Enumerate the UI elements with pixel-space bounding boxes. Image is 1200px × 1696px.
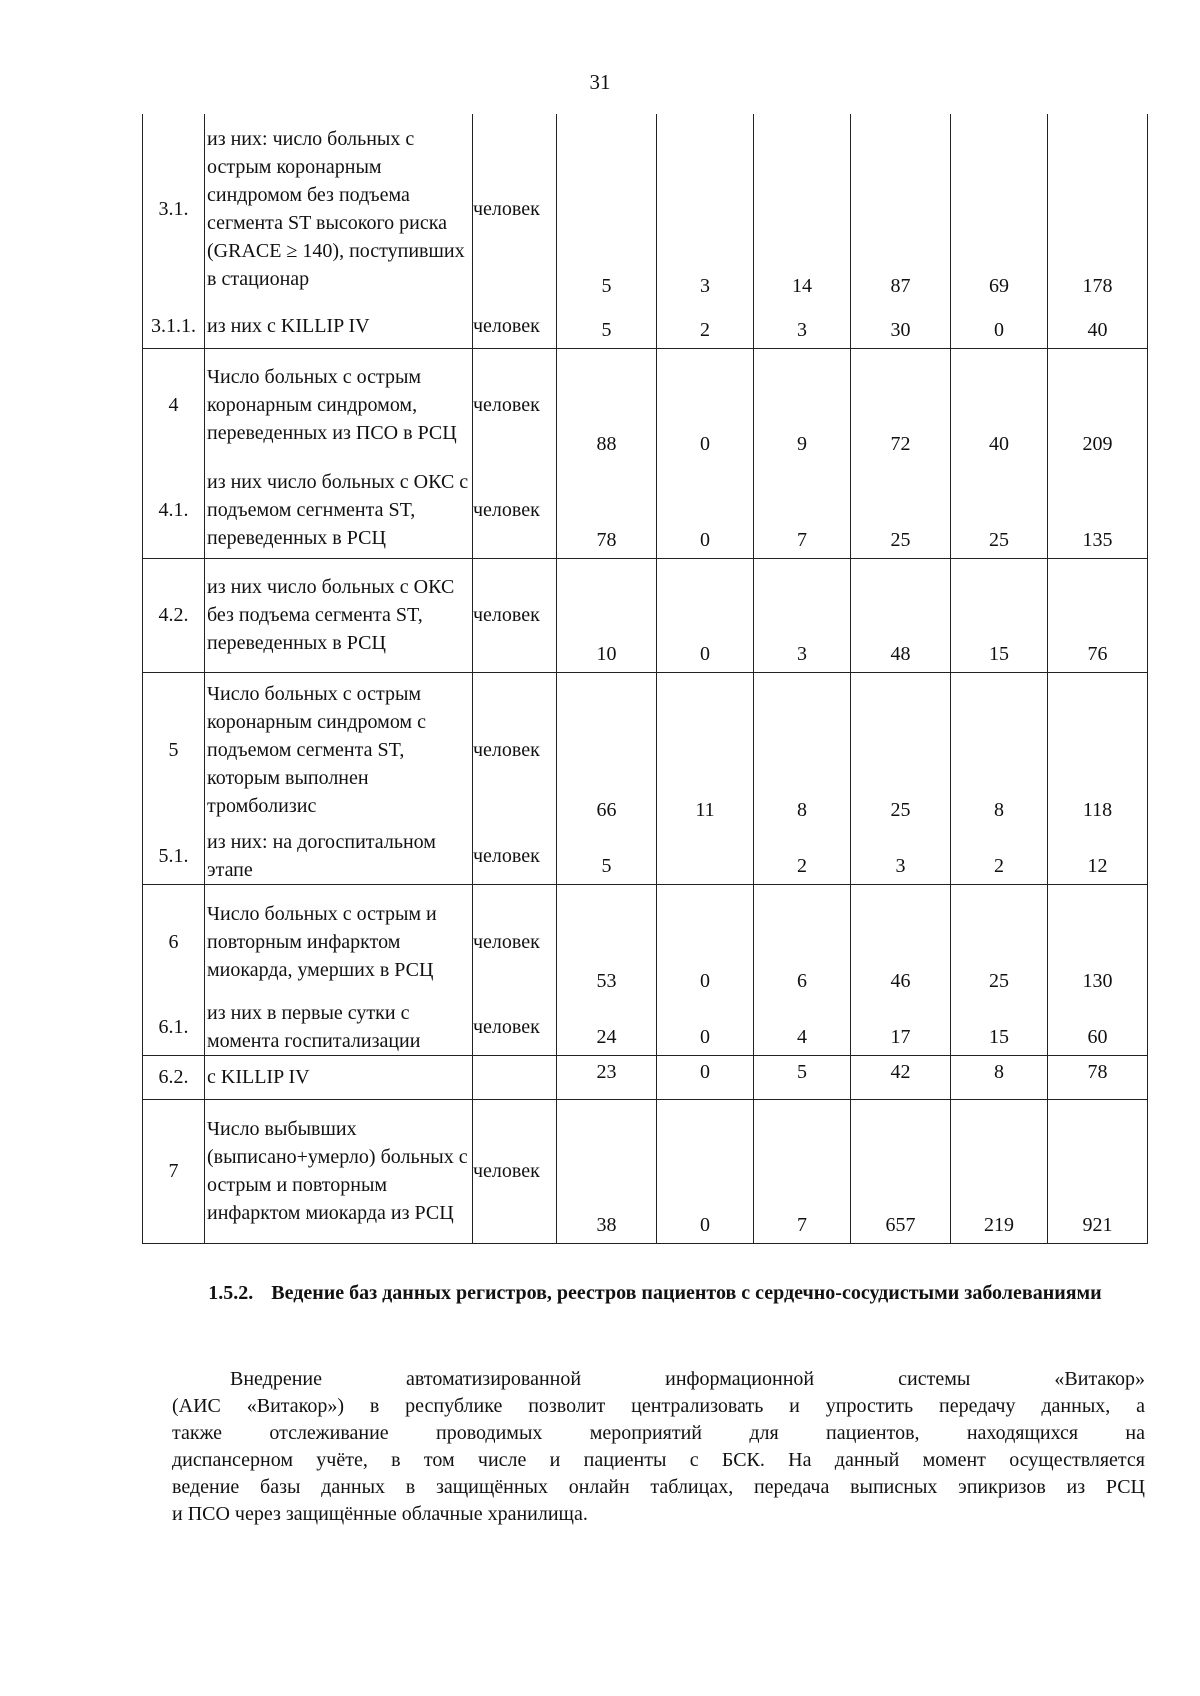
value-cell: 219 bbox=[951, 1099, 1048, 1243]
table-row bbox=[143, 672, 1148, 828]
table-row bbox=[143, 1055, 1148, 1099]
value-cell: 2 bbox=[951, 828, 1048, 885]
value-cell: 40 bbox=[1048, 304, 1148, 348]
value-cell: 0 bbox=[657, 462, 754, 558]
value-cell: 5 bbox=[754, 1055, 851, 1099]
value-cell: 38 bbox=[557, 1099, 657, 1243]
value-cell: 2 bbox=[657, 304, 754, 348]
unit-cell: человек bbox=[473, 885, 557, 999]
value-cell: 3 bbox=[754, 558, 851, 672]
indicator-name: Число больных с острым коронарным синдромом с подъемом сегмента ST, которым выполнен тромболизис bbox=[205, 672, 473, 828]
row-number: 4.2. bbox=[143, 558, 205, 672]
value-cell: 12 bbox=[1048, 828, 1148, 885]
section-heading bbox=[160, 1280, 1150, 1307]
value-cell: 9 bbox=[754, 348, 851, 462]
row-number: 6.1. bbox=[143, 999, 205, 1056]
table-row bbox=[143, 304, 1148, 348]
value-cell: 7 bbox=[754, 462, 851, 558]
unit-cell: человек bbox=[473, 672, 557, 828]
value-cell: 25 bbox=[951, 462, 1048, 558]
paragraph-line: диспансерном учёте, в том числе и пациенты с БСК. На данный момент осуществляется bbox=[172, 1449, 1145, 1471]
page-number: 31 bbox=[589, 70, 611, 94]
value-cell: 66 bbox=[557, 672, 657, 828]
indicator-name: из них число больных с ОКС с подъемом сегнмента ST, переведенных в РСЦ bbox=[205, 462, 473, 558]
unit-cell: человек bbox=[473, 114, 557, 304]
value-cell: 25 bbox=[851, 672, 951, 828]
value-cell: 72 bbox=[851, 348, 951, 462]
unit-cell: человек bbox=[473, 348, 557, 462]
unit-cell: человек bbox=[473, 1099, 557, 1243]
table-row bbox=[143, 885, 1148, 999]
value-cell: 30 bbox=[851, 304, 951, 348]
value-cell: 5 bbox=[557, 304, 657, 348]
value-cell: 25 bbox=[951, 885, 1048, 999]
table-row bbox=[143, 558, 1148, 672]
value-cell: 5 bbox=[557, 828, 657, 885]
value-cell: 0 bbox=[657, 885, 754, 999]
value-cell: 0 bbox=[657, 558, 754, 672]
value-cell: 8 bbox=[951, 1055, 1048, 1099]
value-cell: 10 bbox=[557, 558, 657, 672]
unit-cell: человек bbox=[473, 558, 557, 672]
value-cell: 23 bbox=[557, 1055, 657, 1099]
table-row bbox=[143, 999, 1148, 1056]
value-cell: 118 bbox=[1048, 672, 1148, 828]
value-cell: 24 bbox=[557, 999, 657, 1056]
section-title: Ведение баз данных регистров, реестров пациентов с сердечно-сосудистыми заболеваниями bbox=[271, 1282, 1102, 1304]
value-cell: 69 bbox=[951, 114, 1048, 304]
value-cell: 5 bbox=[557, 114, 657, 304]
unit-cell: человек bbox=[473, 828, 557, 885]
section-number: 1.5.2. bbox=[208, 1282, 254, 1304]
value-cell: 3 bbox=[754, 304, 851, 348]
value-cell: 17 bbox=[851, 999, 951, 1056]
indicator-name: Число выбывших (выписано+умерло) больных с острым и повторным инфарктом миокарда из РСЦ bbox=[205, 1099, 473, 1243]
indicator-name: из них с KILLIP IV bbox=[205, 304, 473, 348]
body-paragraph bbox=[172, 1366, 1145, 1528]
value-cell: 11 bbox=[657, 672, 754, 828]
value-cell: 135 bbox=[1048, 462, 1148, 558]
indicator-name: из них: на догоспитальном этапе bbox=[205, 828, 473, 885]
value-cell: 8 bbox=[951, 672, 1048, 828]
row-number: 6.2. bbox=[143, 1055, 205, 1099]
paragraph-line: и ПСО через защищённые облачные хранилища. bbox=[172, 1503, 588, 1525]
value-cell: 14 bbox=[754, 114, 851, 304]
indicator-name: с KILLIP IV bbox=[205, 1055, 473, 1099]
value-cell: 7 bbox=[754, 1099, 851, 1243]
value-cell: 0 bbox=[657, 1099, 754, 1243]
value-cell: 921 bbox=[1048, 1099, 1148, 1243]
indicator-name: из них число больных с ОКС без подъема сегмента ST, переведенных в РСЦ bbox=[205, 558, 473, 672]
value-cell: 0 bbox=[657, 1055, 754, 1099]
value-cell: 0 bbox=[951, 304, 1048, 348]
value-cell: 4 bbox=[754, 999, 851, 1056]
table-row bbox=[143, 462, 1148, 558]
table-row bbox=[143, 114, 1148, 304]
row-number: 4 bbox=[143, 348, 205, 462]
indicator-name: из них в первые сутки с момента госпитализации bbox=[205, 999, 473, 1056]
table-row bbox=[143, 828, 1148, 885]
value-cell: 76 bbox=[1048, 558, 1148, 672]
value-cell: 3 bbox=[851, 828, 951, 885]
indicator-name: Число больных с острым и повторным инфарктом миокарда, умерших в РСЦ bbox=[205, 885, 473, 999]
value-cell bbox=[657, 828, 754, 885]
table-body bbox=[143, 114, 1148, 1243]
paragraph-line: также отслеживание проводимых мероприятий для пациентов, находящихся на bbox=[172, 1422, 1145, 1444]
unit-cell: человек bbox=[473, 999, 557, 1056]
value-cell: 42 bbox=[851, 1055, 951, 1099]
value-cell: 78 bbox=[1048, 1055, 1148, 1099]
row-number: 5.1. bbox=[143, 828, 205, 885]
table-row bbox=[143, 1099, 1148, 1243]
value-cell: 78 bbox=[557, 462, 657, 558]
value-cell: 48 bbox=[851, 558, 951, 672]
row-number: 6 bbox=[143, 885, 205, 999]
row-number: 3.1. bbox=[143, 114, 205, 304]
value-cell: 0 bbox=[657, 999, 754, 1056]
value-cell: 178 bbox=[1048, 114, 1148, 304]
unit-cell bbox=[473, 1055, 557, 1099]
value-cell: 130 bbox=[1048, 885, 1148, 999]
value-cell: 40 bbox=[951, 348, 1048, 462]
value-cell: 15 bbox=[951, 558, 1048, 672]
statistics-table bbox=[142, 114, 1148, 1244]
indicator-name: из них: число больных с острым коронарным синдромом без подъема сегмента ST высокого риска (GRACE ≥ 140), поступивших в стационар bbox=[205, 114, 473, 304]
row-number: 4.1. bbox=[143, 462, 205, 558]
paragraph-line: Внедрение автоматизированной информационной системы «Витакор» bbox=[230, 1368, 1145, 1390]
value-cell: 3 bbox=[657, 114, 754, 304]
table-row bbox=[143, 348, 1148, 462]
value-cell: 60 bbox=[1048, 999, 1148, 1056]
value-cell: 25 bbox=[851, 462, 951, 558]
value-cell: 657 bbox=[851, 1099, 951, 1243]
row-number: 5 bbox=[143, 672, 205, 828]
row-number: 7 bbox=[143, 1099, 205, 1243]
value-cell: 0 bbox=[657, 348, 754, 462]
value-cell: 209 bbox=[1048, 348, 1148, 462]
value-cell: 6 bbox=[754, 885, 851, 999]
value-cell: 53 bbox=[557, 885, 657, 999]
value-cell: 2 bbox=[754, 828, 851, 885]
indicator-name: Число больных с острым коронарным синдромом, переведенных из ПСО в РСЦ bbox=[205, 348, 473, 462]
value-cell: 8 bbox=[754, 672, 851, 828]
paragraph-line: (АИС «Витакор») в республике позволит централизовать и упростить передачу данных, а bbox=[172, 1395, 1145, 1417]
unit-cell: человек bbox=[473, 462, 557, 558]
row-number: 3.1.1. bbox=[143, 304, 205, 348]
unit-cell: человек bbox=[473, 304, 557, 348]
value-cell: 46 bbox=[851, 885, 951, 999]
value-cell: 88 bbox=[557, 348, 657, 462]
paragraph-line: ведение базы данных в защищённых онлайн таблицах, передача выписных эпикризов из РСЦ bbox=[172, 1476, 1145, 1498]
value-cell: 87 bbox=[851, 114, 951, 304]
value-cell: 15 bbox=[951, 999, 1048, 1056]
